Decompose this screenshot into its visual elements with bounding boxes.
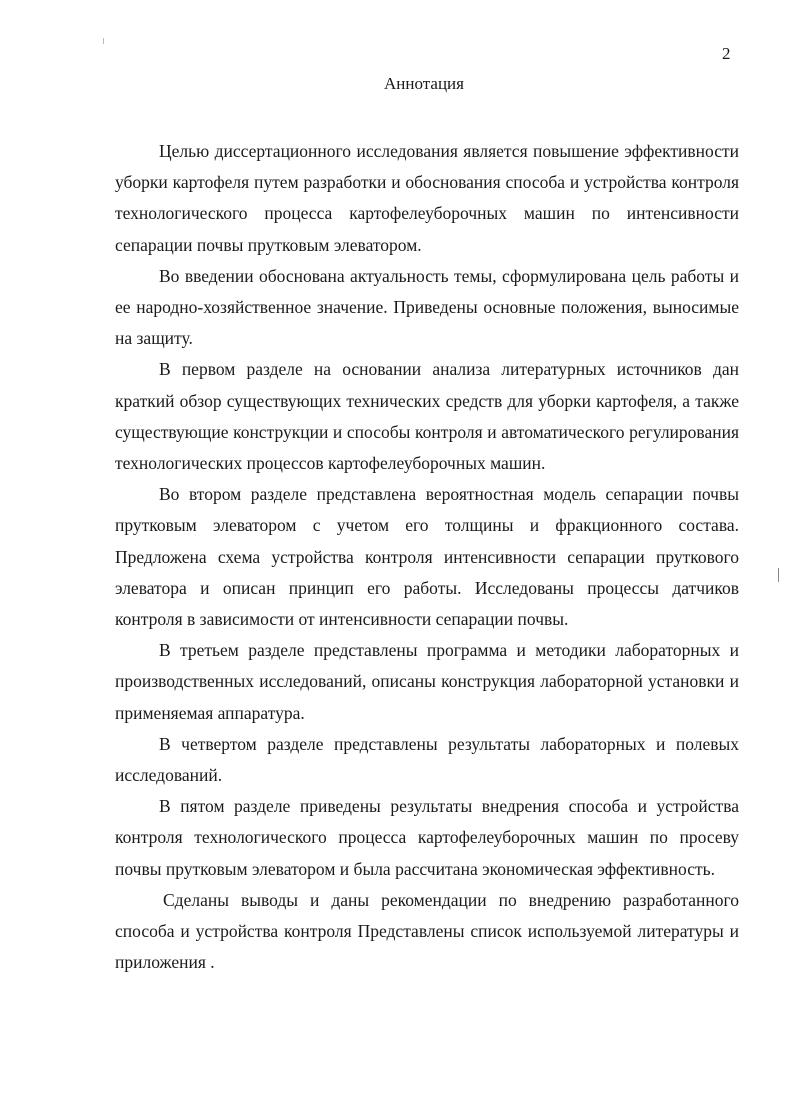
paragraph-conclusions: Сделаны выводы и даны рекомендации по внедрению разработанного способа и устройства контроля Представлены список используемой литературы и приложения . — [115, 889, 739, 973]
page-title: Аннотация — [384, 74, 464, 93]
paragraph-section-4: В четвертом разделе представлены результаты лабораторных и полевых исследований. — [115, 733, 739, 786]
paragraph-section-2: Во втором разделе представлена вероятностная модель сепарации почвы прутковым элеватором с учетом его толщины и фракционного состава. Предложена схема устройства контроля интенсивности сепарации пруткового элеватора и описан принцип его работы. Исследованы процессы датчиков контроля в зависимости от интенсивности сепарации почвы. — [115, 484, 739, 630]
annotation-body — [115, 136, 739, 978]
scan-artifact — [778, 568, 779, 582]
paragraph-section-1: В первом разделе на основании анализа литературных источников дан краткий обзор существующих технических средств для уборки картофеля, а также существующие конструкции и способы контроля и автоматического регулирования технологических процессов картофелеуборочных машин. — [115, 359, 739, 474]
paragraph-section-5: В пятом разделе приведены результаты внедрения способа и устройства контроля технологического процесса картофелеуборочных машин по просеву почвы прутковым элеватором и была рассчитана экономическая эффективность. — [115, 796, 739, 879]
scan-artifact — [103, 38, 104, 44]
page-number: 2 — [722, 44, 731, 63]
paragraph-goal: Целью диссертационного исследования является повышение эффективности уборки картофеля путем разработки и обоснования способа и устройства контроля технологического процесса картофелеуборочных машин по интенсивности сепарации почвы прутковым элеватором. — [115, 141, 739, 255]
paragraph-section-3: В третьем разделе представлены программа и методики лабораторных и производственных исследований, описаны конструкция лабораторной установки и применяемая аппаратура. — [115, 640, 739, 723]
paragraph-introduction: Во введении обоснована актуальность темы, сформулирована цель работы и ее народно-хозяйственное значение. Приведены основные положения, выносимые на защиту. — [115, 265, 739, 349]
